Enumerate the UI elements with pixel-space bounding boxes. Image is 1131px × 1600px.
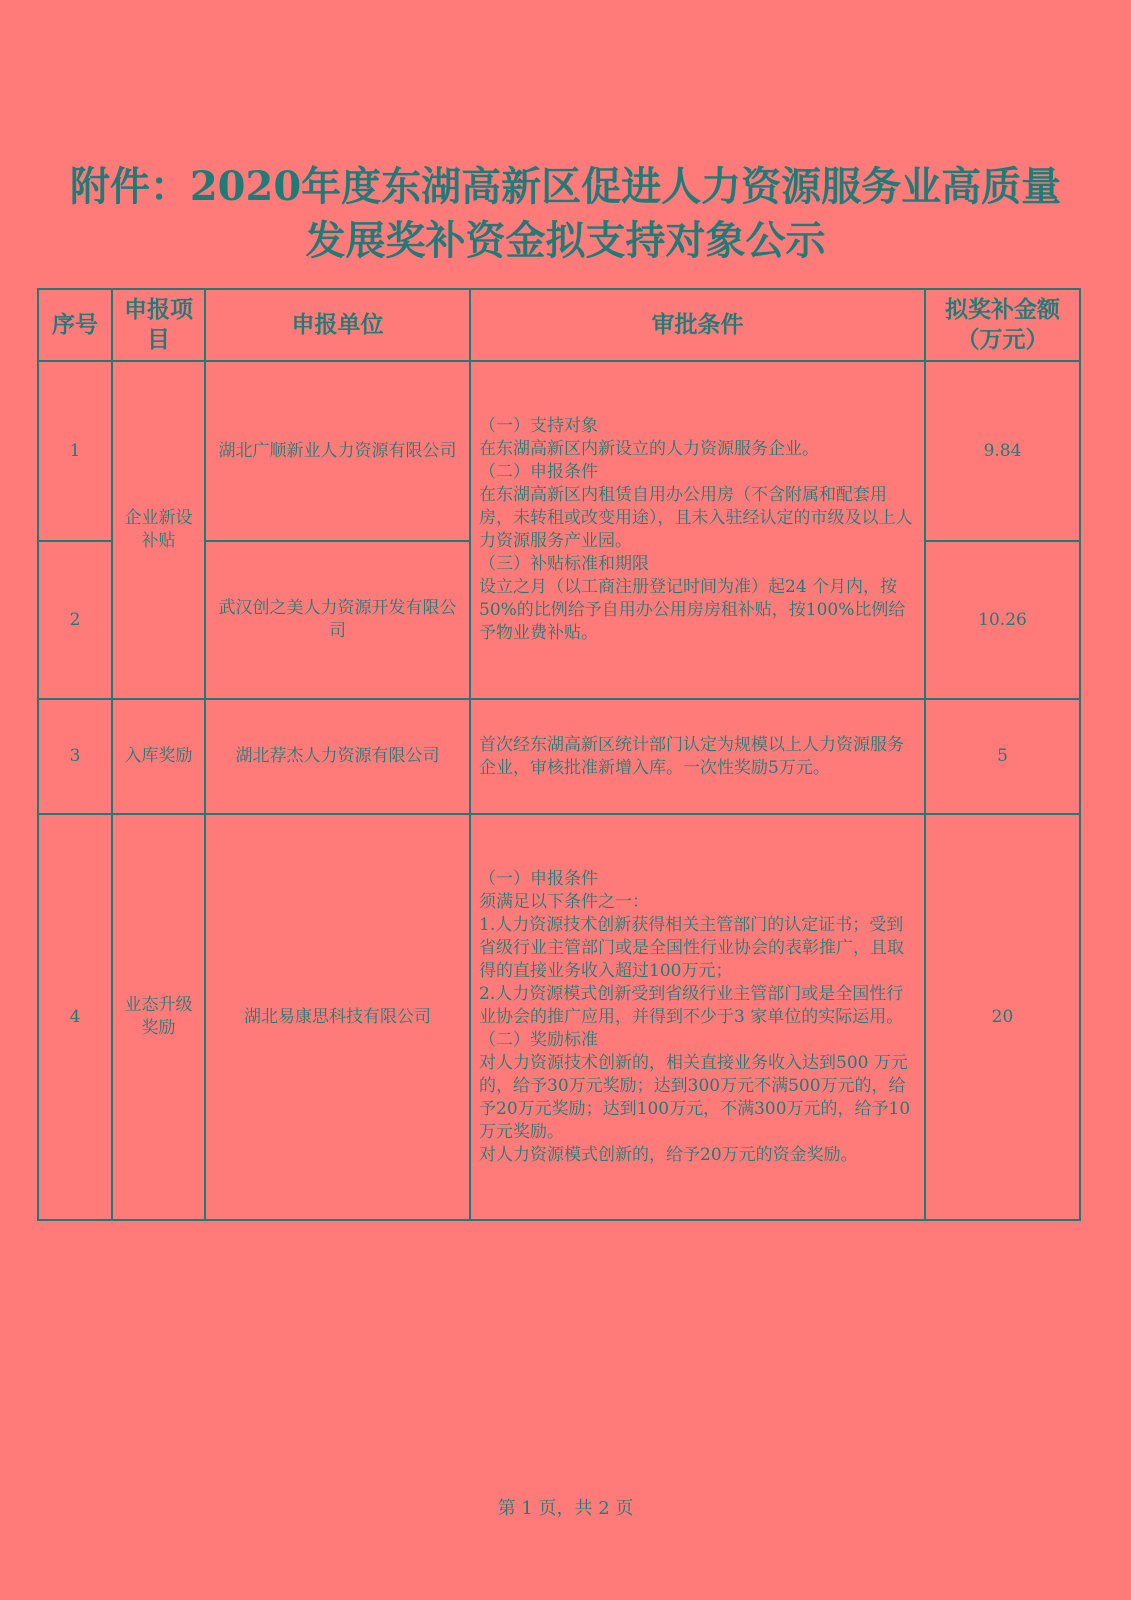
title-line-2: 发展奖补资金拟支持对象公示: [305, 217, 826, 264]
unit-cell: 湖北易康思科技有限公司: [205, 814, 470, 1220]
condition-line: （三）补贴标准和期限: [479, 554, 649, 574]
project-cell: 入库奖励: [112, 699, 205, 814]
unit-cell: 武汉创之美人力资源开发有限公司: [205, 541, 470, 699]
project-cell: 业态升级奖励: [112, 814, 205, 1220]
condition-line: 首次经东湖高新区统计部门认定为规模以上人力资源服务企业，审核批准新增入库。一次性奖励5万元。: [479, 734, 904, 778]
condition-line: 对人力资源技术创新的，相关直接业务收入达到500 万元的，给予30万元奖励；达到300万元不满500万元的，给予20万元奖励；达到100万元，不满300万元的，给予10万元奖励。: [479, 1052, 911, 1142]
condition-line: 1.人力资源技术创新获得相关主管部门的认定证书；受到省级行业主管部门或是全国性行业协会的表彰推广，且取得的直接业务收入超过100万元；: [479, 914, 904, 981]
conditions-cell: [470, 699, 925, 814]
header-project: 申报项目: [112, 289, 205, 361]
page-footer: 第 1 页，共 2 页: [497, 1498, 634, 1519]
seq-cell: 4: [38, 814, 112, 1220]
condition-line: 须满足以下条件之一：: [479, 891, 649, 912]
approval-table: [37, 288, 1081, 1221]
seq-cell: 3: [38, 699, 112, 814]
condition-line: 设立之月（以工商注册登记时间为准）起24 个月内，按50%的比例给予自用办公用房房租补贴，按100%比例给予物业费补贴。: [479, 577, 906, 643]
condition-line: 在东湖高新区内新设立的人力资源服务企业。: [479, 439, 819, 459]
amount-cell: 10.26: [925, 541, 1080, 699]
header-unit: 申报单位: [205, 289, 470, 361]
condition-line: （二）申报条件: [479, 462, 598, 482]
condition-line: 对人力资源模式创新的，给予20万元的资金奖励。: [479, 1144, 858, 1165]
condition-line: 在东湖高新区内租赁自用办公用房（不含附属和配套用房，未转租或改变用途），且未入驻经认定的市级及以上人力资源服务产业园。: [479, 485, 913, 551]
condition-line: 2.人力资源模式创新受到省级行业主管部门或是全国性行业协会的推广应用，并得到不少于3 家单位的实际运用。: [479, 983, 904, 1027]
condition-line: （一）申报条件: [479, 868, 598, 889]
amount-cell: 5: [925, 699, 1080, 814]
unit-cell: 湖北荐杰人力资源有限公司: [205, 699, 470, 814]
conditions-cell: [470, 814, 925, 1220]
table-row: [38, 699, 1080, 814]
project-cell: 企业新设补贴: [112, 361, 205, 699]
unit-cell: 湖北广顺新业人力资源有限公司: [205, 361, 470, 541]
title-line-1: 附件：2020年度东湖高新区促进人力资源服务业高质量: [69, 163, 1062, 210]
seq-cell: 1: [38, 361, 112, 541]
page-title: [30, 160, 1101, 268]
seq-cell: 2: [38, 541, 112, 699]
amount-cell: 9.84: [925, 361, 1080, 541]
table-row: [38, 814, 1080, 1220]
header-conditions: 审批条件: [470, 289, 925, 361]
header-seq: 序号: [38, 289, 112, 361]
condition-line: （一）支持对象: [479, 416, 598, 436]
header-amount: 拟奖补金额（万元）: [925, 289, 1080, 361]
conditions-cell: [470, 361, 925, 699]
table-header-row: [38, 289, 1080, 361]
condition-line: （二）奖励标准: [479, 1029, 598, 1050]
amount-cell: 20: [925, 814, 1080, 1220]
table-row: [38, 361, 1080, 541]
